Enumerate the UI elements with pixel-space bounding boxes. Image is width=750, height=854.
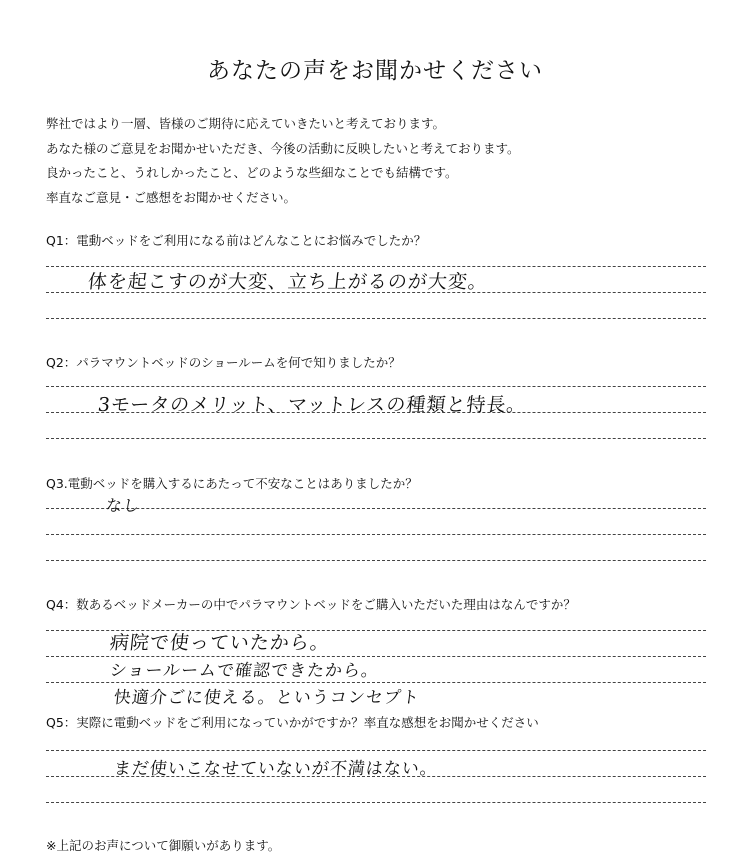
answer-2-handwriting: 3モータのメリット、マットレスの種類と特長。 [96, 394, 528, 416]
answer-5-handwriting: まだ使いこなせていないが不満はない。 [112, 759, 439, 779]
question-5-label: Q5：実際に電動ベッドをご利用になっていかがですか？率直な感想をお聞かせください [46, 715, 539, 730]
page-title: あなたの声をお聞かせください [207, 58, 543, 84]
intro-line: あなた様のご意見をお聞かせいただき、今後の活動に反映したいと考えております。 [46, 140, 520, 156]
answer-line [46, 438, 706, 439]
answer-1-handwriting: 体を起こすのが大変、立ち上がるのが大変。 [86, 271, 490, 293]
answer-line [46, 318, 706, 319]
answer-line [46, 534, 706, 535]
question-1-label: Q1：電動ベッドをご利用になる前はどんなことにお悩みでしたか？ [46, 233, 427, 248]
answer-line [46, 508, 706, 509]
question-2-label: Q2：パラマウントベッドのショールームを何で知りましたか？ [46, 355, 401, 370]
answer-line [46, 386, 706, 387]
answer-4-handwriting-1: 病院で使っていたから。 [108, 632, 332, 654]
intro-line: 率直なご意見・ご感想をお聞かせください。 [46, 189, 297, 205]
question-3-label: Q3.電動ベッドを購入するにあたって不安なことはありましたか？ [46, 476, 418, 491]
intro-line: 弊社ではより一層、皆様のご期待に応えていきたいと考えております。 [46, 116, 446, 131]
answer-line [46, 750, 706, 751]
intro-line: 良かったこと、うれしかったこと、どのような些細なことでも結構です。 [46, 165, 458, 180]
answer-4-handwriting-2: ショールームで確認できたから。 [108, 661, 381, 681]
answer-3-handwriting: なし [104, 496, 141, 515]
answer-4-handwriting-3: 快適介ごに使える。というコンセプト [112, 688, 421, 708]
answer-line [46, 802, 706, 803]
answer-line [46, 560, 706, 561]
footer-note: ※上記のお声について御願いがあります。 [46, 838, 281, 853]
question-4-label: Q4：数あるベッドメーカーの中でパラマウントベッドをご購入いただいた理由はなんですか？ [46, 597, 576, 612]
intro-text [46, 112, 520, 210]
